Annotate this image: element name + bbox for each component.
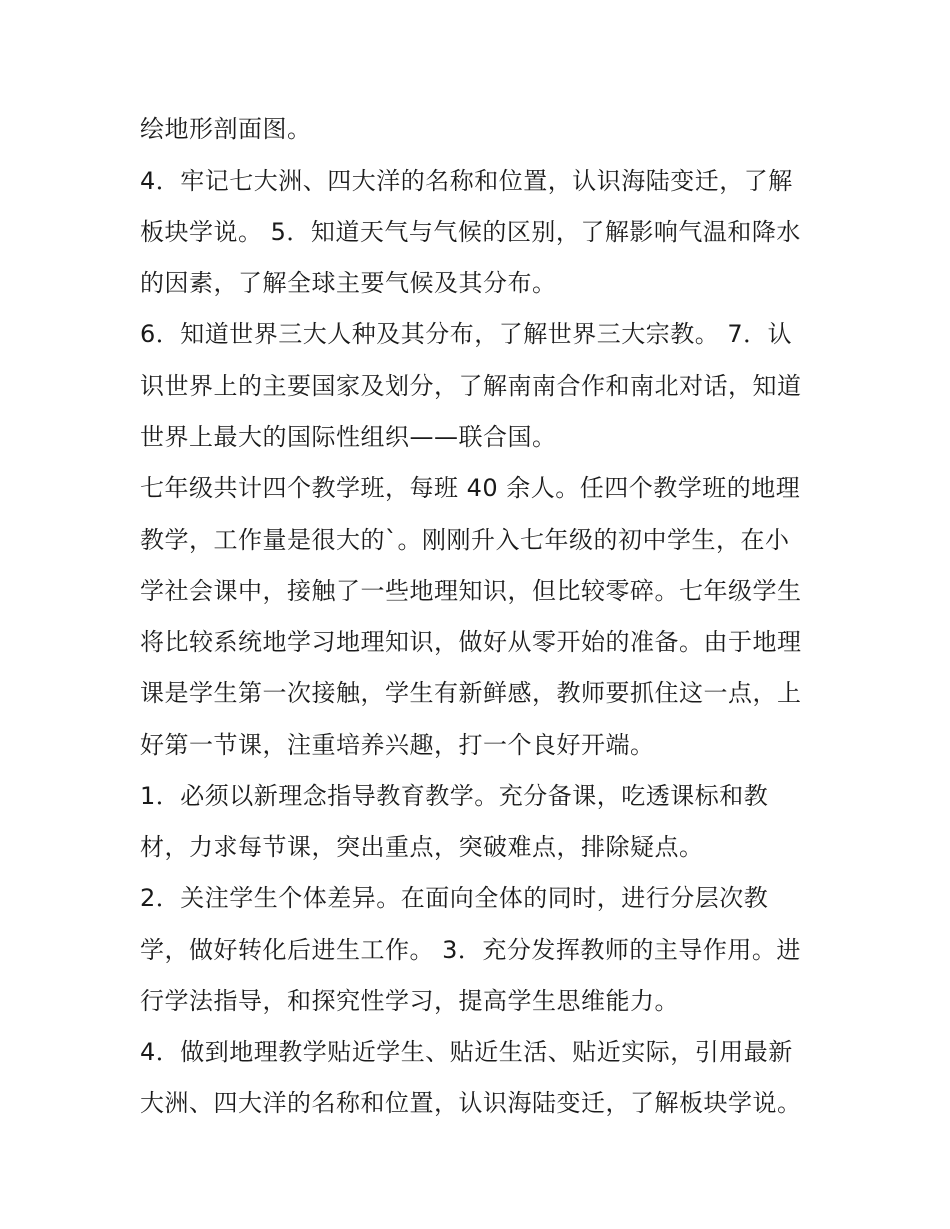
text-line-9: 教学，工作量是很大的`。刚刚升入七年级的初中学生，在小 (140, 526, 790, 554)
text-line-7: 世界上最大的国际性组织——联合国。 (140, 423, 557, 451)
text-line-6: 识世界上的主要国家及划分，了解南南合作和南北对话，知道 (140, 372, 802, 400)
text-line-19: 4．做到地理教学贴近学生、贴近生活、贴近实际，引用最新 (140, 1038, 793, 1066)
text-line-5: 6．知道世界三大人种及其分布，了解世界三大宗教。 7．认 (140, 320, 793, 348)
text-line-15: 材，力求每节课，突出重点，突破难点，排除疑点。 (140, 833, 704, 861)
text-line-1: 绘地形剖面图。 (140, 115, 312, 143)
text-line-2: 4．牢记七大洲、四大洋的名称和位置，认识海陆变迁，了解 (140, 167, 793, 195)
text-line-14: 1．必须以新理念指导教育教学。充分备课，吃透课标和教 (140, 782, 769, 810)
text-line-10: 学社会课中，接触了一些地理知识，但比较零碎。七年级学生 (140, 577, 802, 605)
text-line-16: 2．关注学生个体差异。在面向全体的同时，进行分层次教 (140, 884, 769, 912)
text-line-3: 板块学说。 5．知道天气与气候的区别，了解影响气温和降水 (140, 218, 801, 246)
text-line-4: 的因素，了解全球主要气候及其分布。 (140, 269, 557, 297)
text-line-18: 行学法指导，和探究性学习，提高学生思维能力。 (140, 987, 679, 1015)
text-line-20: 大洲、四大洋的名称和位置，认识海陆变迁，了解板块学说。 (140, 1089, 802, 1117)
text-line-12: 课是学生第一次接触，学生有新鲜感，教师要抓住这一点，上 (140, 679, 802, 707)
text-line-8: 七年级共计四个教学班，每班 40 余人。任四个教学班的地理 (140, 474, 801, 502)
text-line-17: 学，做好转化后进生工作。 3．充分发挥教师的主导作用。进 (140, 936, 801, 964)
text-line-13: 好第一节课，注重培养兴趣，打一个良好开端。 (140, 731, 655, 759)
text-line-11: 将比较系统地学习地理知识，做好从零开始的准备。由于地理 (140, 628, 802, 656)
